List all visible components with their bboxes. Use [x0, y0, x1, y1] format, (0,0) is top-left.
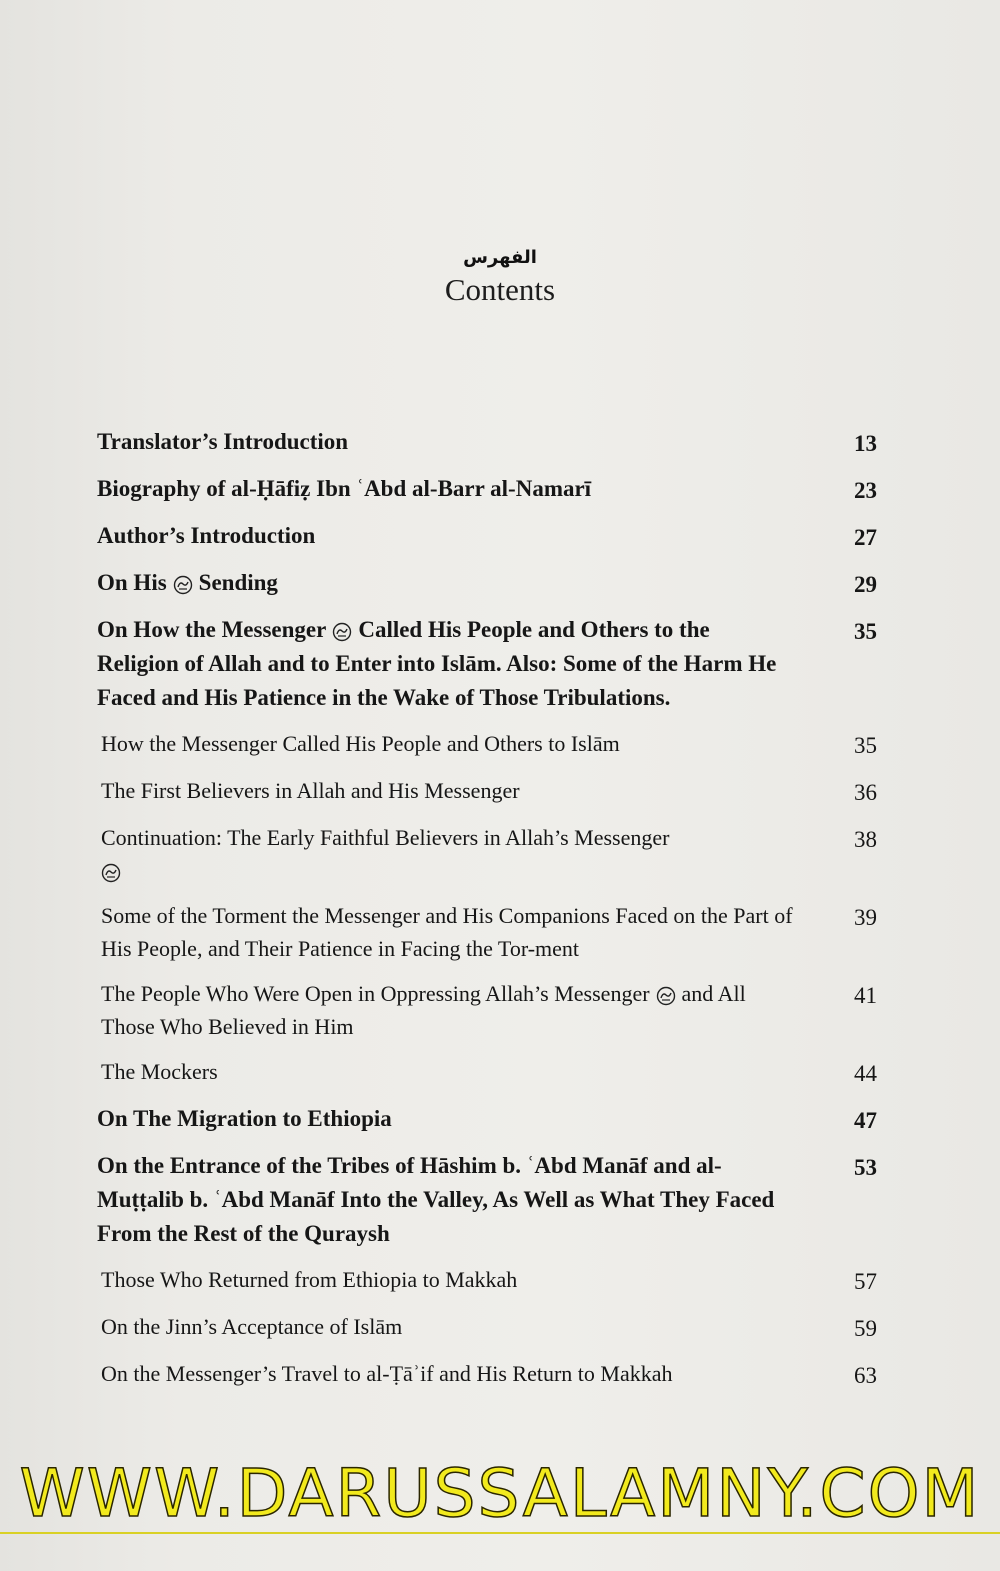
salawat-honorific-icon — [173, 575, 193, 595]
toc-entry — [97, 1102, 877, 1137]
toc-entry — [97, 821, 877, 887]
contents-header — [0, 246, 1000, 308]
toc-entry-title-part: On How the Messenger — [97, 617, 327, 642]
toc-entry-page: 63 — [854, 1363, 877, 1388]
toc-entry-title: Translator’s Introduction — [97, 429, 349, 454]
toc-entry — [97, 977, 877, 1043]
toc-entry-page: 36 — [854, 780, 877, 805]
toc-entry — [97, 613, 877, 715]
toc-entry-title: How the Messenger Called His People and Others to Islām — [101, 731, 620, 756]
salawat-honorific-icon — [332, 622, 352, 642]
toc-entry — [97, 774, 877, 809]
toc-entry — [97, 1149, 877, 1251]
watermark-underline — [0, 1532, 1000, 1534]
toc-entry-page: 13 — [854, 431, 877, 456]
toc-entry-title: On The Migration to Ethiopia — [97, 1106, 392, 1131]
toc-entry-page: 57 — [854, 1269, 877, 1294]
toc-entry-title: On the Messenger’s Travel to al-Ṭāʾif and His Return to Makkah — [101, 1361, 673, 1386]
toc-entry-page: 38 — [854, 827, 877, 852]
toc-entry-page: 39 — [854, 905, 877, 930]
toc-entry-page: 47 — [854, 1108, 877, 1133]
toc-entry-title-part: Sending — [198, 570, 278, 595]
toc-entry-title — [97, 566, 789, 600]
arabic-title: الفهرس — [463, 247, 537, 268]
website-watermark: WWW.DARUSSALAMNY.COM — [19, 1455, 981, 1532]
toc-entry-title — [97, 821, 793, 887]
toc-entry — [97, 899, 877, 965]
toc-entry-title: Biography of al-Ḥāfiẓ Ibn ʿAbd al-Barr al-Namarī — [97, 476, 592, 501]
toc-entry — [97, 1263, 877, 1298]
salawat-honorific-icon — [101, 863, 121, 883]
toc-entry-page: 35 — [854, 733, 877, 758]
toc-entry-title: Author’s Introduction — [97, 523, 316, 548]
toc-entry — [97, 425, 877, 460]
toc-entry-page: 35 — [854, 619, 877, 644]
toc-entry-title-part: On His — [97, 570, 167, 595]
toc-entry-title: On the Jinn’s Acceptance of Islām — [101, 1314, 403, 1339]
toc-entry-page: 44 — [854, 1061, 877, 1086]
toc-entry-page: 53 — [854, 1155, 877, 1180]
toc-entry-page: 27 — [854, 525, 877, 550]
toc-entry-title: On the Entrance of the Tribes of Hāshim b. ʿAbd Manāf and al-Muṭṭalib b. ʿAbd Manāf Into the Valley, As Well as What They Faced From the Rest of the Quraysh — [97, 1153, 775, 1246]
toc-entry-page: 41 — [854, 983, 877, 1008]
toc-entry — [97, 727, 877, 762]
toc-entry-title-part: The People Who Were Open in Oppressing Allah’s Messenger — [101, 981, 650, 1006]
toc-entry — [97, 472, 877, 507]
toc-entry-title — [97, 977, 793, 1043]
toc-entry-title: The First Believers in Allah and His Messenger — [101, 778, 520, 803]
toc-entry-page: 23 — [854, 478, 877, 503]
toc-entry-title — [97, 613, 789, 715]
toc-entry — [97, 1310, 877, 1345]
toc-entry-title: The Mockers — [101, 1059, 218, 1084]
table-of-contents — [97, 425, 877, 1404]
toc-entry-page: 59 — [854, 1316, 877, 1341]
toc-entry — [97, 1357, 877, 1392]
toc-entry-title-part: Continuation: The Early Faithful Believers in Allah’s Messenger — [101, 825, 670, 850]
toc-entry — [97, 1055, 877, 1090]
salawat-honorific-icon — [656, 986, 676, 1006]
toc-entry-title: Those Who Returned from Ethiopia to Makkah — [101, 1267, 518, 1292]
toc-entry — [97, 566, 877, 601]
page-title: Contents — [444, 272, 556, 307]
toc-entry-title: Some of the Torment the Messenger and His Companions Faced on the Part of His People, and Their Patience in Facing the Tor-ment — [101, 903, 793, 961]
toc-entry-title-part: and All Those Who Believed in Him — [101, 981, 746, 1039]
toc-entry — [97, 519, 877, 554]
toc-entry-title-part: Called His People and Others to the Religion of Allah and to Enter into Islām. Also: Some of the Harm He Faced and His Patience in the Wake of Those Tribulations. — [97, 617, 777, 710]
toc-entry-page: 29 — [854, 572, 877, 597]
